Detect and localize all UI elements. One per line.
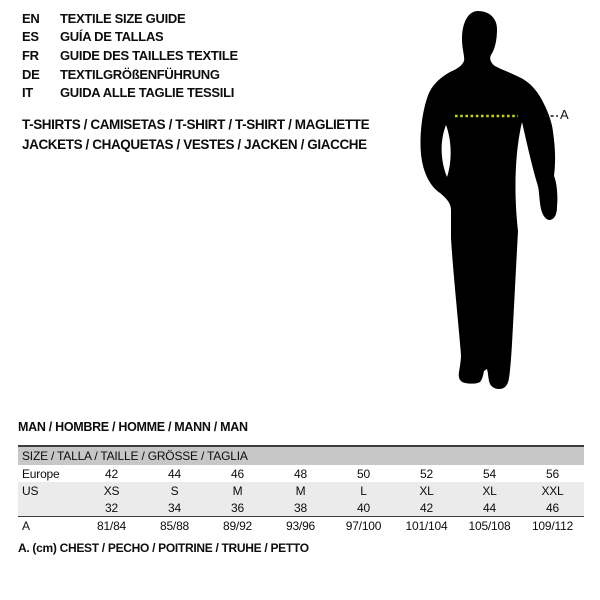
language-label: GUIDA ALLE TAGLIE TESSILI	[60, 85, 235, 101]
size-table	[18, 447, 584, 534]
table-header-cell: SIZE / TALLA / TAILLE / GRÖSSE / TAGLIA	[18, 447, 584, 465]
table-row-europe	[18, 465, 584, 482]
figure-block	[395, 0, 600, 410]
row-label: A	[18, 517, 80, 535]
size-table-wrap	[18, 445, 584, 534]
table-row-us-numeric	[18, 499, 584, 517]
table-cell: 42	[395, 499, 458, 517]
language-row-en	[22, 9, 238, 28]
table-cell: 46	[231, 466, 244, 481]
language-row-de	[22, 65, 238, 84]
table-cell: 32	[80, 499, 143, 517]
measurement-footnote: A. (cm) CHEST / PECHO / POITRINE / TRUHE / PETTO	[18, 541, 309, 555]
table-cell: XL	[395, 482, 458, 499]
table-cell: 42	[105, 466, 118, 481]
table-cell: 105/108	[458, 517, 521, 535]
language-label: GUIDE DES TAILLES TEXTILE	[60, 47, 238, 63]
table-cell: M	[206, 482, 269, 499]
table-row-chest-cm	[18, 517, 584, 535]
table-cell: XXL	[521, 482, 584, 499]
table-cell: 48	[294, 466, 307, 481]
language-row-es	[22, 28, 238, 47]
man-silhouette-icon	[395, 0, 570, 400]
language-row-fr	[22, 46, 238, 65]
row-label	[18, 499, 80, 517]
language-code: DE	[22, 66, 40, 82]
table-cell: 36	[206, 499, 269, 517]
table-cell: 46	[521, 499, 584, 517]
language-code: FR	[22, 47, 39, 63]
table-header-row	[18, 447, 584, 465]
row-label: US	[18, 482, 80, 499]
table-cell: 93/96	[269, 517, 332, 535]
table-cell: 85/88	[143, 517, 206, 535]
table-cell: XS	[80, 482, 143, 499]
category-list	[22, 115, 369, 155]
table-cell: 44	[168, 466, 181, 481]
table-cell: 81/84	[80, 517, 143, 535]
table-cell: 52	[420, 466, 433, 481]
language-list	[22, 9, 238, 102]
language-code: EN	[22, 10, 40, 26]
table-cell: 97/100	[332, 517, 395, 535]
table-cell: L	[332, 482, 395, 499]
language-label: TEXTILGRÖßENFÜHRUNG	[60, 66, 220, 82]
language-label: GUÍA DE TALLAS	[60, 29, 164, 45]
table-cell: S	[143, 482, 206, 499]
language-row-it	[22, 83, 238, 102]
table-cell: M	[269, 482, 332, 499]
table-cell: 44	[458, 499, 521, 517]
table-cell: 34	[143, 499, 206, 517]
table-cell: 101/104	[395, 517, 458, 535]
table-cell: 38	[269, 499, 332, 517]
table-cell: 40	[332, 499, 395, 517]
row-label: Europe	[22, 466, 60, 481]
table-cell: XL	[458, 482, 521, 499]
table-cell: 50	[357, 466, 370, 481]
language-label: TEXTILE SIZE GUIDE	[60, 10, 186, 26]
measure-label-a: A	[560, 107, 569, 122]
language-code: ES	[22, 29, 39, 45]
section-title-man: MAN / HOMBRE / HOMME / MANN / MAN	[18, 420, 248, 434]
table-cell: 54	[483, 466, 496, 481]
table-cell: 109/112	[521, 517, 584, 535]
table-cell: 89/92	[206, 517, 269, 535]
table-row-us	[18, 482, 584, 499]
category-tshirts: T-SHIRTS / CAMISETAS / T-SHIRT / T-SHIRT / MAGLIETTE	[22, 117, 370, 132]
language-code: IT	[22, 85, 33, 101]
table-cell: 56	[546, 466, 559, 481]
category-jackets: JACKETS / CHAQUETAS / VESTES / JACKEN / GIACCHE	[22, 137, 367, 152]
